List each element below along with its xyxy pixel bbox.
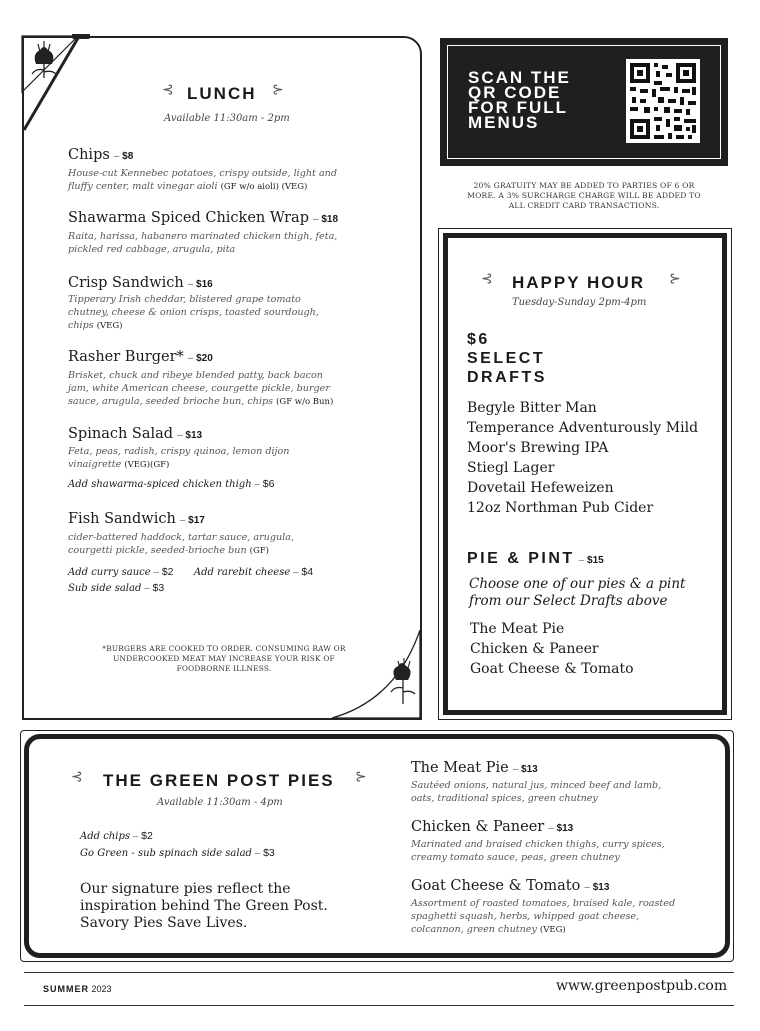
list-item: Stiegl Lager (467, 460, 555, 476)
dietary-tag: (GF) (249, 546, 269, 556)
list-item: Goat Cheese & Tomato (470, 661, 634, 677)
item-description: cider-battered haddock, tartar sauce, arugula, courgetti pickle, seeded-brioche bun (GF) (68, 532, 295, 556)
left-flourish-icon: ⊰ (481, 271, 493, 287)
lunch-title: LUNCH (187, 84, 257, 103)
list-item: Begyle Bitter Man (467, 400, 597, 416)
pies-tagline: Our signature pies reflect the inspiration behind The Green Post. Savory Pies Save Lives. (80, 881, 328, 931)
pies-panel (24, 734, 730, 958)
item-description: House-cut Kennebec potatoes, crispy outside, light and fluffy center, malt vinegar aioli (GF w/o aioli) (VEG) (68, 168, 337, 192)
item-name: Fish Sandwich (68, 511, 176, 527)
item-price: $8 (122, 151, 134, 162)
item-name: Goat Cheese & Tomato (411, 878, 581, 894)
item-price: $16 (196, 279, 213, 290)
left-flourish-icon: ⊰ (162, 82, 174, 98)
happy-hour-panel (438, 228, 732, 720)
season-label: SUMMER 2023 (43, 984, 112, 994)
item-description: Feta, peas, radish, crispy quinoa, lemon dijon vinaigrette (VEG)(GF) (68, 446, 290, 470)
pies-availability: Available 11:30am - 4pm (157, 797, 283, 808)
list-item: Dovetail Hefeweizen (467, 480, 614, 496)
pie-and-pint-heading: PIE & PINT – $15 (467, 550, 604, 567)
item-price: $13 (556, 823, 574, 834)
happy-hour-title: HAPPY HOUR (512, 273, 646, 292)
footer-divider-bottom (24, 1005, 734, 1006)
lunch-panel (22, 36, 422, 720)
menu-item: The Meat Pie – $13 (411, 760, 538, 776)
menu-item: Goat Cheese & Tomato – $13 (411, 878, 610, 894)
menu-item: Rasher Burger* – $20 (68, 349, 213, 365)
list-item: Chicken & Paneer (470, 641, 599, 657)
item-name: Rasher Burger* (68, 349, 184, 365)
item-price: $20 (196, 353, 213, 364)
footer-divider-top (24, 972, 734, 973)
right-flourish-icon: ⊱ (272, 82, 284, 98)
pie-and-pint-price: $15 (587, 555, 604, 566)
qr-heading: SCAN THE QR CODE FOR FULL MENUS (468, 68, 571, 132)
thistle-pen-ornament-icon (20, 34, 100, 134)
pies-title: THE GREEN POST PIES (103, 771, 335, 790)
addon-option: Add shawarma-spiced chicken thigh – $6 (68, 478, 275, 490)
item-name: Spinach Salad (68, 426, 174, 442)
qr-banner (440, 38, 728, 166)
draft-list (467, 398, 698, 518)
menu-item: Shawarma Spiced Chicken Wrap – $18 (68, 210, 339, 226)
right-flourish-icon: ⊱ (669, 271, 681, 287)
addon-option: Add curry sauce – $2 Add rarebit cheese – $4 (68, 566, 314, 578)
item-name: The Meat Pie (411, 760, 509, 776)
addon-option: Sub side salad – $3 (68, 582, 165, 594)
menu-item: Chicken & Paneer – $13 (411, 819, 574, 835)
item-price: $13 (185, 430, 203, 441)
raw-meat-disclaimer: *BURGERS ARE COOKED TO ORDER. CONSUMING RAW OR UNDERCOOKED MEAT MAY INCREASE YOUR RISK OF FOODBORNE ILLNESS. (102, 644, 346, 673)
item-name: Crisp Sandwich (68, 275, 184, 291)
qr-code-icon[interactable] (626, 59, 700, 143)
item-name: Chicken & Paneer (411, 819, 545, 835)
lunch-availability: Available 11:30am - 2pm (164, 113, 290, 124)
gratuity-notice: 20% GRATUITY MAY BE ADDED TO PARTIES OF 6 OR MORE. A 3% SURCHARGE CHARGE WILL BE ADDED TO ALL CREDIT CARD TRANSACTIONS. (467, 181, 701, 210)
dietary-tag: (GF w/o aioli) (VEG) (220, 182, 308, 192)
item-description: Assortment of roasted tomatoes, braised kale, roasted spaghetti squash, herbs, whipped goat cheese, colcannon, green chutney (VEG) (411, 898, 676, 935)
addon-option: Add chips – $2 (80, 830, 153, 842)
dietary-tag: (GF w/o Bun) (276, 397, 334, 407)
item-name: Chips (68, 147, 110, 163)
list-item: The Meat Pie (470, 621, 565, 637)
pie-and-pint-description: Choose one of our pies & a pint from our Select Drafts above (469, 576, 686, 609)
item-price: $13 (521, 764, 538, 775)
dietary-tag: (VEG)(GF) (124, 460, 170, 470)
item-description: Brisket, chuck and ribeye blended patty, back bacon jam, white American cheese, courgette pickle, burger sauce, arugula, seeded brioche bun, chips (GF w/o Bun) (68, 370, 334, 407)
item-description: Marinated and braised chicken thighs, curry spices, creamy tomato sauce, peas, green chutney (411, 839, 665, 863)
item-price: $18 (321, 214, 339, 225)
list-item: Temperance Adventurously Mild (467, 420, 699, 436)
thistle-corner-icon (326, 630, 422, 720)
item-description: Raita, harissa, habanero marinated chicken thigh, feta, pickled red cabbage, arugula, pita (68, 231, 338, 255)
menu-item: Fish Sandwich – $17 (68, 511, 205, 527)
menu-item: Crisp Sandwich – $16 (68, 275, 213, 291)
happy-hour-days: Tuesday-Sunday 2pm-4pm (512, 297, 647, 308)
left-flourish-icon: ⊰ (71, 769, 83, 785)
item-description: Sautéed onions, natural jus, minced beef and lamb, oats, traditional spices, green chutney (411, 780, 662, 804)
addon-option: Go Green - sub spinach side salad – $3 (80, 847, 275, 859)
pie-and-pint-options (470, 619, 634, 679)
website-link[interactable]: www.greenpostpub.com (556, 978, 728, 994)
right-flourish-icon: ⊱ (355, 769, 367, 785)
item-price: $17 (188, 515, 205, 526)
dietary-tag: (VEG) (96, 321, 123, 331)
item-description: Tipperary Irish cheddar, blistered grape tomato chutney, cheese & onion crisps, toasted sourdough, chips (VEG) (68, 294, 319, 331)
menu-item: Chips – $8 (68, 147, 134, 163)
item-price: $13 (592, 882, 610, 893)
list-item: 12oz Northman Pub Cider (467, 500, 654, 516)
menu-item: Spinach Salad – $13 (68, 426, 203, 442)
dietary-tag: (VEG) (539, 925, 566, 935)
draft-deal-heading: $6 SELECT DRAFTS (467, 331, 547, 386)
list-item: Moor's Brewing IPA (467, 440, 609, 456)
item-name: Shawarma Spiced Chicken Wrap (68, 210, 309, 226)
